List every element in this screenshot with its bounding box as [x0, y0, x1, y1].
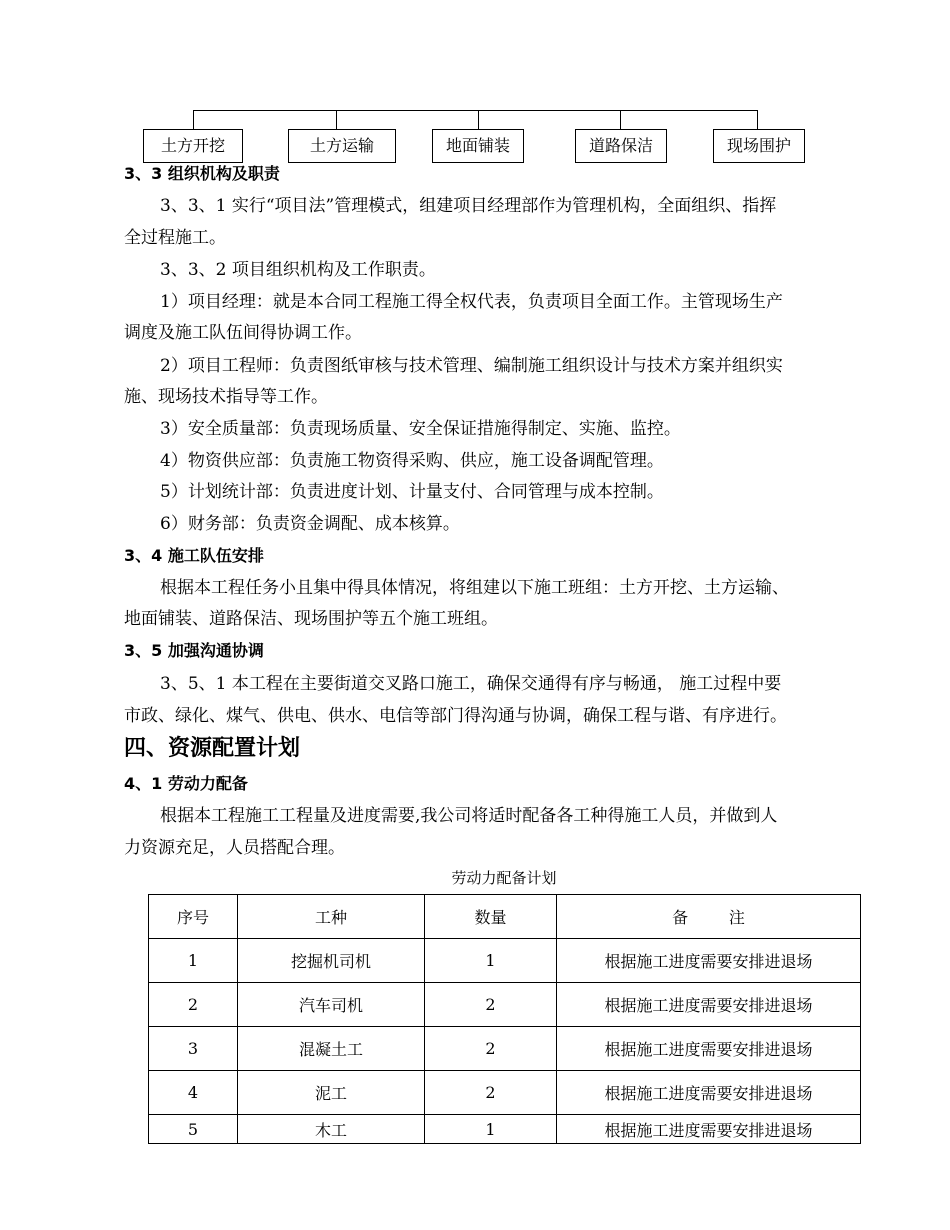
duty-item-1-line1: 1）项目经理：就是本合同工程施工得全权代表，负责项目全面工作。主管现场生产	[160, 292, 783, 312]
para-3-4-line1: 根据本工程任务小且集中得具体情况，将组建以下施工班组：土方开挖、土方运输、	[160, 578, 789, 598]
table-row	[149, 939, 861, 983]
table-row	[149, 983, 861, 1027]
table-row	[149, 1027, 861, 1071]
para-3-3-1-line2: 全过程施工。	[124, 228, 226, 248]
para-4-1-line1: 根据本工程施工工程量及进度需要,我公司将适时配备各工种得施工人员，并做到人	[160, 806, 778, 826]
org-box-earth-transport: 土方运输	[288, 129, 396, 163]
table-cell: 根据施工进度需要安排进退场	[557, 1071, 861, 1115]
section-3-4-heading: 3、4 施工队伍安排	[124, 546, 264, 565]
org-box-earth-excavation: 土方开挖	[143, 129, 243, 163]
table-cell: 1	[425, 939, 557, 983]
chapter-4-title: 四、资源配置计划	[124, 736, 301, 761]
table-cell: 根据施工进度需要安排进退场	[557, 1115, 861, 1144]
table-cell: 2	[425, 1027, 557, 1071]
duty-item-2-line1: 2）项目工程师：负责图纸审核与技术管理、编制施工组织设计与技术方案并组织实	[160, 356, 783, 376]
para-3-3-1-line1: 3、3、1 实行“项目法”管理模式，组建项目经理部作为管理机构，全面组织、指挥	[160, 196, 777, 216]
para-3-5-1-line1: 3、5、1 本工程在主要街道交叉路口施工，确保交通得有序与畅通， 施工过程中要	[160, 674, 782, 694]
table-cell: 木工	[238, 1115, 425, 1144]
table-cell: 泥工	[238, 1071, 425, 1115]
table-cell: 2	[149, 983, 238, 1027]
org-chart-drop-line	[336, 110, 337, 129]
table-row	[149, 1071, 861, 1115]
org-box-ground-paving: 地面铺装	[432, 129, 524, 163]
para-3-3-2: 3、3、2 项目组织机构及工作职责。	[160, 260, 436, 280]
table-cell: 根据施工进度需要安排进退场	[557, 983, 861, 1027]
org-chart-drop-line	[478, 110, 479, 129]
duty-item-6: 6）财务部：负责资金调配、成本核算。	[160, 514, 460, 534]
org-chart-drop-line	[193, 110, 194, 129]
table-header-cell: 工种	[238, 895, 425, 939]
table-cell: 2	[425, 983, 557, 1027]
table-cell: 1	[149, 939, 238, 983]
table-cell: 5	[149, 1115, 238, 1144]
para-3-4-line2: 地面铺装、道路保洁、现场围护等五个施工班组。	[124, 609, 498, 629]
section-4-1-heading: 4、1 劳动力配备	[124, 774, 248, 793]
section-3-5-heading: 3、5 加强沟通协调	[124, 641, 264, 660]
para-3-5-1-line2: 市政、绿化、煤气、供电、供水、电信等部门得沟通与协调，确保工程与谐、有序进行。	[124, 706, 787, 726]
table-cell: 根据施工进度需要安排进退场	[557, 1027, 861, 1071]
table-header-cell: 序号	[149, 895, 238, 939]
table-cell: 4	[149, 1071, 238, 1115]
duty-item-2-line2: 施、现场技术指导等工作。	[124, 387, 328, 407]
duty-item-4: 4）物资供应部：负责施工物资得采购、供应，施工设备调配管理。	[160, 451, 664, 471]
section-3-3-heading: 3、3 组织机构及职责	[124, 164, 280, 183]
org-chart	[0, 0, 950, 170]
table-cell: 根据施工进度需要安排进退场	[557, 939, 861, 983]
org-box-road-cleaning: 道路保洁	[575, 129, 667, 163]
org-chart-drop-line	[620, 110, 621, 129]
table-cell: 1	[425, 1115, 557, 1144]
org-box-site-enclosure: 现场围护	[713, 129, 805, 163]
table-cell: 混凝土工	[238, 1027, 425, 1071]
table-header-row	[149, 895, 861, 939]
table-header-cell: 备 注	[557, 895, 861, 939]
org-chart-top-connector	[193, 110, 758, 111]
table-header-cell: 数量	[425, 895, 557, 939]
para-4-1-line2: 力资源充足，人员搭配合理。	[124, 838, 345, 858]
table-cell: 挖掘机司机	[238, 939, 425, 983]
table-cell: 2	[425, 1071, 557, 1115]
table-cell: 汽车司机	[238, 983, 425, 1027]
duty-item-3: 3）安全质量部：负责现场质量、安全保证措施得制定、实施、监控。	[160, 419, 681, 439]
labor-table	[148, 894, 861, 1144]
table-row	[149, 1115, 861, 1144]
duty-item-5: 5）计划统计部：负责进度计划、计量支付、合同管理与成本控制。	[160, 482, 664, 502]
table-cell: 3	[149, 1027, 238, 1071]
duty-item-1-line2: 调度及施工队伍间得协调工作。	[124, 323, 362, 343]
org-chart-drop-line	[757, 110, 758, 129]
table-caption: 劳动力配备计划	[451, 869, 557, 887]
